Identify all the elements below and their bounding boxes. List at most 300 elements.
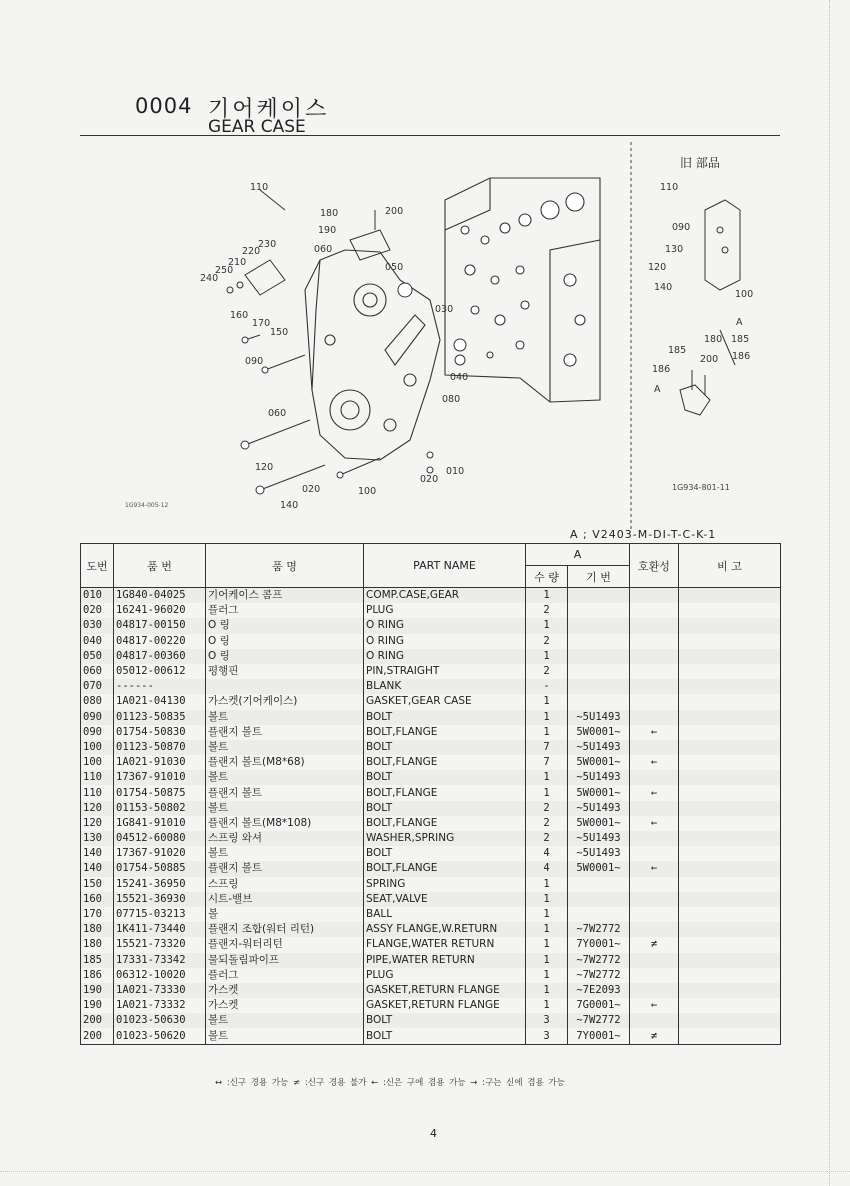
header-qty: 수 량	[526, 566, 568, 588]
row-part-number: 17367-91020	[114, 846, 206, 861]
row-interchange	[630, 740, 679, 755]
table-row	[81, 983, 781, 998]
svg-text:185: 185	[731, 334, 750, 345]
row-remarks	[679, 785, 781, 800]
row-part-number: 01754-50830	[114, 725, 206, 740]
row-no: 186	[81, 968, 114, 983]
row-quantity: 1	[526, 785, 568, 800]
row-part-number: 04817-00220	[114, 634, 206, 649]
row-remarks	[679, 937, 781, 952]
scan-edge-bottom	[0, 1171, 850, 1180]
row-name-korean: 볼	[206, 907, 364, 922]
table-row	[81, 588, 781, 604]
row-part-name: BOLT	[364, 770, 526, 785]
header-name-korean: 품 명	[206, 544, 364, 588]
row-interchange: ←	[630, 861, 679, 876]
row-quantity: 3	[526, 1028, 568, 1044]
svg-text:186: 186	[732, 351, 751, 362]
row-interchange: ≠	[630, 1028, 679, 1044]
table-row	[81, 1028, 781, 1044]
row-interchange	[630, 770, 679, 785]
row-name-korean: 플랜지 볼트	[206, 785, 364, 800]
row-serial: 5W0001~	[568, 755, 630, 770]
row-remarks	[679, 907, 781, 922]
row-part-number: 1K411-73440	[114, 922, 206, 937]
row-serial: ~7W2772	[568, 953, 630, 968]
svg-text:180: 180	[320, 208, 339, 219]
svg-text:010: 010	[446, 466, 465, 477]
row-interchange	[630, 922, 679, 937]
scan-edge-right	[829, 0, 836, 1186]
svg-text:186: 186	[652, 364, 671, 375]
svg-text:200: 200	[700, 354, 719, 365]
row-no: 200	[81, 1028, 114, 1044]
table-row	[81, 603, 781, 618]
row-serial	[568, 694, 630, 709]
row-part-number: 04817-00360	[114, 649, 206, 664]
row-part-name: SPRING	[364, 877, 526, 892]
row-part-number: 1G841-91010	[114, 816, 206, 831]
svg-text:220: 220	[242, 246, 261, 257]
row-no: 070	[81, 679, 114, 694]
row-name-korean	[206, 679, 364, 694]
row-no: 130	[81, 831, 114, 846]
row-interchange: ←	[630, 785, 679, 800]
diagram-reference-main: 1G934-005-12	[125, 502, 169, 509]
row-serial: ~5U1493	[568, 770, 630, 785]
svg-text:120: 120	[255, 462, 274, 473]
row-interchange	[630, 679, 679, 694]
row-quantity: 7	[526, 755, 568, 770]
row-part-number: 01754-50875	[114, 785, 206, 800]
row-serial: ~7E2093	[568, 983, 630, 998]
table-row	[81, 801, 781, 816]
row-serial: 5W0001~	[568, 816, 630, 831]
header-group-a: A	[526, 544, 630, 566]
row-serial: ~7W2772	[568, 922, 630, 937]
row-quantity: 1	[526, 725, 568, 740]
table-row	[81, 861, 781, 876]
row-serial: 5W0001~	[568, 861, 630, 876]
row-name-korean: 플랜지 조합(워터 리턴)	[206, 922, 364, 937]
row-remarks	[679, 816, 781, 831]
row-no: 030	[81, 618, 114, 633]
row-remarks	[679, 634, 781, 649]
row-remarks	[679, 649, 781, 664]
gear-case-illustration	[305, 250, 440, 460]
table-row	[81, 831, 781, 846]
section-title-english: GEAR CASE	[208, 117, 306, 137]
svg-text:170: 170	[252, 318, 271, 329]
svg-text:110: 110	[250, 182, 269, 193]
row-no: 120	[81, 801, 114, 816]
header-remarks: 비 고	[679, 544, 781, 588]
main-callouts	[200, 182, 468, 511]
row-serial	[568, 679, 630, 694]
row-interchange	[630, 831, 679, 846]
table-row	[81, 618, 781, 633]
row-serial: ~5U1493	[568, 846, 630, 861]
row-serial: ~5U1493	[568, 801, 630, 816]
row-serial	[568, 892, 630, 907]
row-part-number: 17367-91010	[114, 770, 206, 785]
row-remarks	[679, 861, 781, 876]
row-remarks	[679, 603, 781, 618]
row-quantity: 1	[526, 618, 568, 633]
row-name-korean: 플랜지 볼트(M8*108)	[206, 816, 364, 831]
row-remarks	[679, 892, 781, 907]
row-remarks	[679, 983, 781, 998]
svg-text:120: 120	[648, 262, 667, 273]
svg-text:100: 100	[358, 486, 377, 497]
row-serial	[568, 603, 630, 618]
row-name-korean: 가스켓(기어케이스)	[206, 694, 364, 709]
old-parts-label: 旧 部品	[680, 156, 720, 170]
row-serial	[568, 907, 630, 922]
row-interchange	[630, 968, 679, 983]
row-remarks	[679, 694, 781, 709]
row-part-name: PLUG	[364, 968, 526, 983]
row-serial: 7Y0001~	[568, 937, 630, 952]
table-row	[81, 634, 781, 649]
row-no: 200	[81, 1013, 114, 1028]
row-serial: ~5U1493	[568, 710, 630, 725]
row-quantity: 1	[526, 877, 568, 892]
row-no: 190	[81, 983, 114, 998]
row-no: 120	[81, 816, 114, 831]
row-remarks	[679, 953, 781, 968]
row-part-name: O RING	[364, 618, 526, 633]
row-quantity: 1	[526, 968, 568, 983]
row-no: 190	[81, 998, 114, 1013]
svg-text:200: 200	[385, 206, 404, 217]
row-no: 170	[81, 907, 114, 922]
table-row	[81, 907, 781, 922]
svg-text:230: 230	[258, 239, 277, 250]
row-remarks	[679, 1013, 781, 1028]
row-quantity: 1	[526, 694, 568, 709]
svg-text:140: 140	[654, 282, 673, 293]
row-interchange	[630, 634, 679, 649]
row-interchange	[630, 588, 679, 604]
svg-text:210: 210	[228, 257, 247, 268]
row-remarks	[679, 710, 781, 725]
row-name-korean: 플랜지 볼트	[206, 725, 364, 740]
row-quantity: 2	[526, 801, 568, 816]
row-part-name: SEAT,VALVE	[364, 892, 526, 907]
row-interchange	[630, 801, 679, 816]
svg-text:150: 150	[270, 327, 289, 338]
row-name-korean: 볼트	[206, 740, 364, 755]
row-part-name: COMP.CASE,GEAR	[364, 588, 526, 604]
svg-text:060: 060	[314, 244, 333, 255]
diagram-reference-old: 1G934-801-11	[672, 483, 730, 492]
row-name-korean: 볼트	[206, 770, 364, 785]
svg-text:090: 090	[245, 356, 264, 367]
row-serial	[568, 618, 630, 633]
row-serial	[568, 877, 630, 892]
exploded-parts-diagram	[80, 140, 780, 540]
row-remarks	[679, 755, 781, 770]
row-quantity: 2	[526, 634, 568, 649]
table-row	[81, 892, 781, 907]
svg-text:090: 090	[672, 222, 691, 233]
row-serial	[568, 634, 630, 649]
row-part-name: BOLT	[364, 710, 526, 725]
svg-text:190: 190	[318, 225, 337, 236]
row-name-korean: 가스켓	[206, 998, 364, 1013]
row-interchange: ≠	[630, 937, 679, 952]
row-serial: ~5U1493	[568, 740, 630, 755]
row-interchange	[630, 983, 679, 998]
row-remarks	[679, 922, 781, 937]
bolt-illustrations	[241, 283, 469, 494]
row-quantity: 1	[526, 907, 568, 922]
row-interchange: ←	[630, 725, 679, 740]
parts-table	[80, 543, 781, 1045]
row-remarks	[679, 801, 781, 816]
row-name-korean: 플러그	[206, 603, 364, 618]
svg-text:250: 250	[215, 265, 234, 276]
row-part-number: 1A021-91030	[114, 755, 206, 770]
row-part-number: 04817-00150	[114, 618, 206, 633]
row-quantity: 1	[526, 588, 568, 604]
row-part-number: 16241-96020	[114, 603, 206, 618]
row-no: 180	[81, 937, 114, 952]
row-no: 040	[81, 634, 114, 649]
svg-text:110: 110	[660, 182, 679, 193]
svg-text:100: 100	[735, 289, 754, 300]
row-interchange	[630, 892, 679, 907]
table-row	[81, 1013, 781, 1028]
row-interchange	[630, 603, 679, 618]
row-quantity: 2	[526, 831, 568, 846]
header-serial: 기 번	[568, 566, 630, 588]
row-quantity: 1	[526, 922, 568, 937]
row-part-number: 01123-50835	[114, 710, 206, 725]
row-remarks	[679, 877, 781, 892]
row-remarks	[679, 831, 781, 846]
row-serial: 5W0001~	[568, 725, 630, 740]
row-quantity: 3	[526, 1013, 568, 1028]
row-name-korean: O 링	[206, 649, 364, 664]
svg-text:040: 040	[450, 372, 469, 383]
row-interchange: ←	[630, 816, 679, 831]
row-part-number: 1A021-73332	[114, 998, 206, 1013]
table-row	[81, 664, 781, 679]
row-part-name: BOLT,FLANGE	[364, 816, 526, 831]
row-no: 050	[81, 649, 114, 664]
header-part-name: PART NAME	[364, 544, 526, 588]
svg-text:080: 080	[442, 394, 461, 405]
row-no: 185	[81, 953, 114, 968]
row-name-korean: O 링	[206, 634, 364, 649]
row-name-korean: 평행핀	[206, 664, 364, 679]
row-quantity: 2	[526, 664, 568, 679]
row-remarks	[679, 664, 781, 679]
row-interchange	[630, 710, 679, 725]
row-no: 010	[81, 588, 114, 604]
row-remarks	[679, 846, 781, 861]
row-part-number: ------	[114, 679, 206, 694]
table-row	[81, 770, 781, 785]
row-interchange	[630, 649, 679, 664]
row-interchange	[630, 694, 679, 709]
row-no: 100	[81, 740, 114, 755]
row-part-name: GASKET,RETURN FLANGE	[364, 983, 526, 998]
row-quantity: 1	[526, 892, 568, 907]
row-part-name: BOLT,FLANGE	[364, 785, 526, 800]
row-serial: ~7W2772	[568, 1013, 630, 1028]
row-no: 180	[81, 922, 114, 937]
row-quantity: 1	[526, 649, 568, 664]
row-part-name: BOLT,FLANGE	[364, 861, 526, 876]
row-interchange: ←	[630, 755, 679, 770]
row-remarks	[679, 588, 781, 604]
row-remarks	[679, 725, 781, 740]
row-quantity: 1	[526, 770, 568, 785]
svg-text:030: 030	[435, 304, 454, 315]
row-part-number: 15521-73320	[114, 937, 206, 952]
row-part-number: 15521-36930	[114, 892, 206, 907]
row-no: 020	[81, 603, 114, 618]
row-name-korean: 볼트	[206, 710, 364, 725]
row-serial	[568, 664, 630, 679]
row-name-korean: 볼트	[206, 846, 364, 861]
row-name-korean: 볼트	[206, 1028, 364, 1044]
row-quantity: 4	[526, 861, 568, 876]
row-quantity: 1	[526, 953, 568, 968]
row-part-number: 06312-10020	[114, 968, 206, 983]
row-name-korean: 기어케이스 콤프	[206, 588, 364, 604]
header-no: 도번	[81, 544, 114, 588]
row-part-name: PLUG	[364, 603, 526, 618]
row-part-name: BOLT,FLANGE	[364, 755, 526, 770]
row-serial	[568, 588, 630, 604]
row-interchange: ←	[630, 998, 679, 1013]
model-applicability-note: A ; V2403-M-DI-T-C-K-1	[570, 528, 717, 541]
row-part-name: BOLT	[364, 801, 526, 816]
table-row	[81, 755, 781, 770]
row-quantity: 2	[526, 603, 568, 618]
row-remarks	[679, 1028, 781, 1044]
row-part-name: BOLT	[364, 1028, 526, 1044]
row-quantity: 1	[526, 710, 568, 725]
row-part-number: 01153-50802	[114, 801, 206, 816]
row-part-number: 01023-50630	[114, 1013, 206, 1028]
row-part-number: 01023-50620	[114, 1028, 206, 1044]
row-interchange	[630, 953, 679, 968]
row-part-name: O RING	[364, 634, 526, 649]
row-part-name: BLANK	[364, 679, 526, 694]
section-code: 0004	[135, 94, 193, 118]
row-part-number: 17331-73342	[114, 953, 206, 968]
svg-text:050: 050	[385, 262, 404, 273]
table-row	[81, 725, 781, 740]
table-row	[81, 937, 781, 952]
row-no: 140	[81, 861, 114, 876]
row-part-name: GASKET,GEAR CASE	[364, 694, 526, 709]
parts-table-body	[81, 588, 781, 1045]
table-row	[81, 998, 781, 1013]
row-quantity: 1	[526, 998, 568, 1013]
row-interchange	[630, 664, 679, 679]
row-serial	[568, 649, 630, 664]
row-name-korean: 시트-밸브	[206, 892, 364, 907]
row-no: 150	[81, 877, 114, 892]
table-row	[81, 785, 781, 800]
row-no: 160	[81, 892, 114, 907]
row-name-korean: 볼트	[206, 801, 364, 816]
row-part-name: BALL	[364, 907, 526, 922]
row-name-korean: 스프링 와셔	[206, 831, 364, 846]
table-row	[81, 679, 781, 694]
row-part-name: BOLT	[364, 1013, 526, 1028]
row-name-korean: 물되돌림파이프	[206, 953, 364, 968]
row-remarks	[679, 618, 781, 633]
svg-text:180: 180	[704, 334, 723, 345]
row-interchange	[630, 618, 679, 633]
section-title-korean: 기어케이스	[208, 97, 330, 122]
row-part-name: BOLT	[364, 740, 526, 755]
row-part-name: PIN,STRAIGHT	[364, 664, 526, 679]
row-serial: ~5U1493	[568, 831, 630, 846]
row-part-number: 15241-36950	[114, 877, 206, 892]
row-no: 100	[81, 755, 114, 770]
row-name-korean: 스프링	[206, 877, 364, 892]
row-part-name: GASKET,RETURN FLANGE	[364, 998, 526, 1013]
row-quantity: 1	[526, 937, 568, 952]
row-name-korean: 볼트	[206, 1013, 364, 1028]
table-row	[81, 877, 781, 892]
row-no: 080	[81, 694, 114, 709]
svg-text:185: 185	[668, 345, 687, 356]
row-name-korean: O 링	[206, 618, 364, 633]
svg-text:020: 020	[302, 484, 321, 495]
svg-text:130: 130	[665, 244, 684, 255]
row-no: 110	[81, 785, 114, 800]
engine-block-illustration	[445, 178, 600, 402]
table-row	[81, 694, 781, 709]
table-row	[81, 740, 781, 755]
row-quantity: 2	[526, 816, 568, 831]
table-row	[81, 846, 781, 861]
row-serial: 7Y0001~	[568, 1028, 630, 1044]
row-part-name: O RING	[364, 649, 526, 664]
row-remarks	[679, 679, 781, 694]
interchange-legend: ↔ :신구 경용 가능 ≠ :신구 경용 불가 ← :신은 구에 겸용 가능 → :구는 신에 겸용 가능	[215, 1078, 565, 1088]
row-remarks	[679, 770, 781, 785]
row-no: 060	[81, 664, 114, 679]
row-serial: ~7W2772	[568, 968, 630, 983]
row-quantity: 7	[526, 740, 568, 755]
row-part-name: BOLT,FLANGE	[364, 725, 526, 740]
row-name-korean: 가스켓	[206, 983, 364, 998]
header-part-no: 품 번	[114, 544, 206, 588]
table-row	[81, 649, 781, 664]
row-name-korean: 플랜지 볼트	[206, 861, 364, 876]
header-interchange: 호환성	[630, 544, 679, 588]
row-no: 140	[81, 846, 114, 861]
row-name-korean: 플러그	[206, 968, 364, 983]
row-name-korean: 플랜지-워터리턴	[206, 937, 364, 952]
row-remarks	[679, 740, 781, 755]
row-part-name: PIPE,WATER RETURN	[364, 953, 526, 968]
row-serial: 7G0001~	[568, 998, 630, 1013]
row-remarks	[679, 968, 781, 983]
row-part-name: WASHER,SPRING	[364, 831, 526, 846]
svg-text:A: A	[736, 317, 743, 328]
